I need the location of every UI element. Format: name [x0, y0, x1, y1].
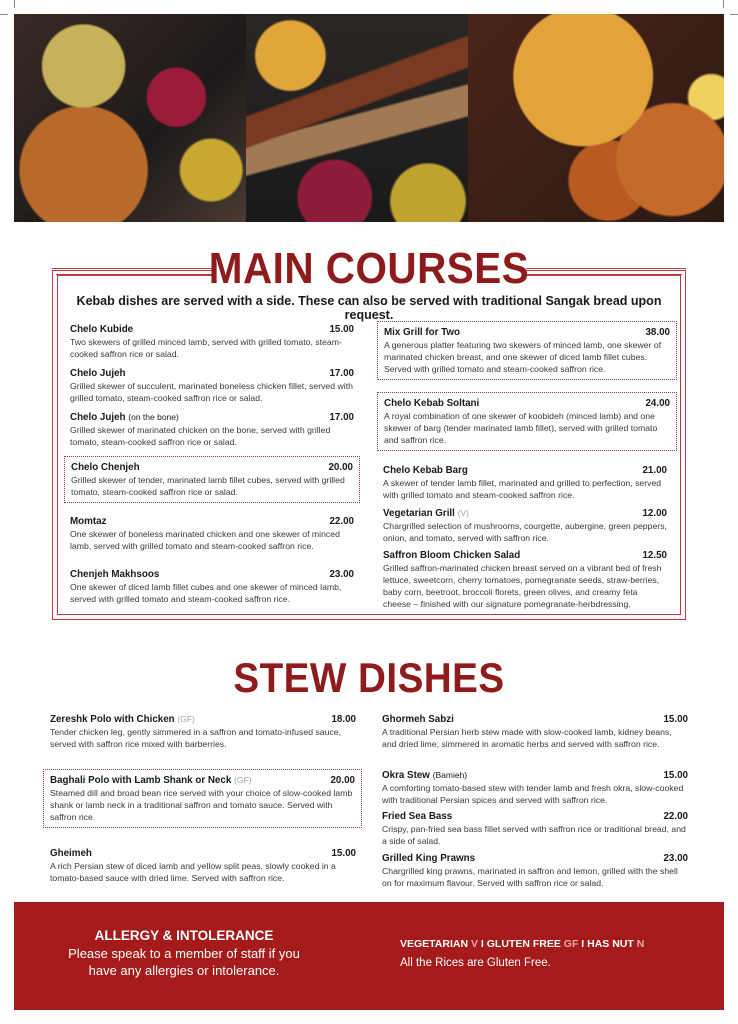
legend-has-nut: HAS NUT: [587, 938, 634, 950]
menu-item: Vegetarian Grill (V) 12.00 Chargrilled selection of mushrooms, courgette, aubergine, green peppers, onion, and tomato, served with saffron rice.: [383, 508, 667, 543]
allergy-line: Please speak to a member of staff if you: [68, 946, 300, 961]
menu-item: Chelo Kubide 15.00 Two skewers of grilled minced lamb, served with grilled tomato, steam-cooked saffron rice or salad.: [70, 324, 354, 359]
menu-item: Grilled King Prawns 23.00 Chargrilled king prawns, marinated in saffron and lemon, grilled with the shell on for maximum flavour. Served with saffron rice or salad.: [382, 853, 688, 888]
allergy-footer: [14, 902, 724, 1010]
menu-item: Chenjeh Makhsoos 23.00 One skewer of diced lamb fillet cubes and one skewer of minced lamb, served with grilled tomato and steam-cooked saffron rice.: [70, 569, 354, 604]
legend-code: N: [636, 938, 645, 950]
legend-separator: I: [480, 938, 484, 950]
crop-mark: [14, 0, 15, 8]
menu-item: Momtaz 22.00 One skewer of boneless marinated chicken and one skewer of minced lamb, served with grilled tomato and steam-cooked saffron rice.: [70, 516, 354, 551]
allergy-title: ALLERGY & INTOLERANCE: [94, 928, 274, 943]
food-photo-strip: [14, 14, 724, 222]
dietary-legend: [400, 938, 644, 950]
legend-code: V: [470, 938, 478, 950]
food-photo-lamb-shank: [14, 14, 246, 222]
gluten-free-note: All the Rices are Gluten Free.: [400, 957, 551, 969]
main-courses-subtitle: Kebab dishes are served with a side. These can also be served with traditional Sangak bread upon request.: [76, 294, 662, 322]
stew-dishes-title: STEW DISHES: [233, 654, 505, 701]
allergy-text: [54, 945, 314, 979]
allergy-line: have any allergies or intolerance.: [88, 963, 280, 978]
menu-item: Saffron Bloom Chicken Salad 12.50 Grilled saffron-marinated chicken breast served on a vibrant bed of fresh lettuce, sweetcorn, cherry tomatoes, pomegranate seeds, straw-berries, baby corn, beetroot, broccoli florets, green olives, and creamy feta cheese – finished with our signature pomegranate-herbdressing.: [383, 550, 667, 609]
menu-item-featured: Chelo Kebab Soltani 24.00 A royal combination of one skewer of koobideh (minced lamb) and one skewer of barg (tender marinated lamb fillet), served with grilled tomato and saffron rice.: [377, 392, 677, 451]
menu-item-featured: Chelo Chenjeh 20.00 Grilled skewer of tender, marinated lamb fillet cubes, served with grilled tomato, steam-cooked saffron rice or salad.: [64, 456, 360, 503]
legend-gluten-free: GLUTEN FREE: [486, 938, 561, 950]
legend-separator: I: [581, 938, 585, 950]
menu-item-featured: Mix Grill for Two 38.00 A generous platter featuring two skewers of minced lamb, one skewer of marinated chicken breast, and one skewer of diced lamb fillet cubes. Served with grilled tomato and steam-cooked saffron rice.: [377, 321, 677, 380]
menu-item: Chelo Jujeh 17.00 Grilled skewer of succulent, marinated boneless chicken fillet, served with grilled tomato, steam-cooked saffron rice or salad.: [70, 368, 354, 403]
legend-code: GF: [563, 938, 579, 950]
menu-item: Ghormeh Sabzi 15.00 A traditional Persian herb stew made with slow-cooked lamb, kidney beans, and dried lime, simmered in aromatic herbs and served with saffron rice.: [382, 714, 688, 749]
main-courses-title: MAIN COURSES: [208, 244, 530, 293]
menu-item: Gheimeh 15.00 A rich Persian stew of diced lamb and yellow split peas, slowly cooked in a tomato-based sauce with dried lime. Served with saffron rice.: [50, 848, 356, 883]
menu-item: Fried Sea Bass 22.00 Crispy, pan-fried sea bass fillet served with saffron rice or traditional bread, and a side of salad.: [382, 811, 688, 846]
menu-item: Zereshk Polo with Chicken (GF) 18.00 Tender chicken leg, gently simmered in a saffron and tomato-infused sauce, served with saffron rice mixed with barberries.: [50, 714, 356, 749]
menu-item-featured: Baghali Polo with Lamb Shank or Neck (GF) 20.00 Steamed dill and broad bean rice served with your choice of slow-cooked lamb shank or lamb neck in a traditional saffron and tomato sauce. Served with saffron rice.: [43, 769, 362, 828]
food-photo-chicken-rice: [468, 14, 724, 222]
legend-vegetarian: VEGETARIAN: [400, 938, 469, 950]
menu-item: Chelo Kebab Barg 21.00 A skewer of tender lamb fillet, marinated and grilled to perfection, served with grilled tomato and steam-cooked saffron rice.: [383, 465, 667, 500]
crop-mark: [730, 14, 738, 15]
crop-mark: [0, 14, 8, 15]
menu-item: Okra Stew (Bamieh) 15.00 A comforting tomato-based stew with tender lamb and fresh okra, slow-cooked with traditional Persian spices and served with saffron rice.: [382, 770, 688, 805]
food-photo-kebab: [246, 14, 468, 222]
allergy-notice: [54, 928, 314, 979]
crop-mark: [723, 0, 724, 8]
menu-item: Chelo Jujeh (on the bone) 17.00 Grilled skewer of marinated chicken on the bone, served with grilled tomato, steam-cooked saffron rice or salad.: [70, 412, 354, 447]
